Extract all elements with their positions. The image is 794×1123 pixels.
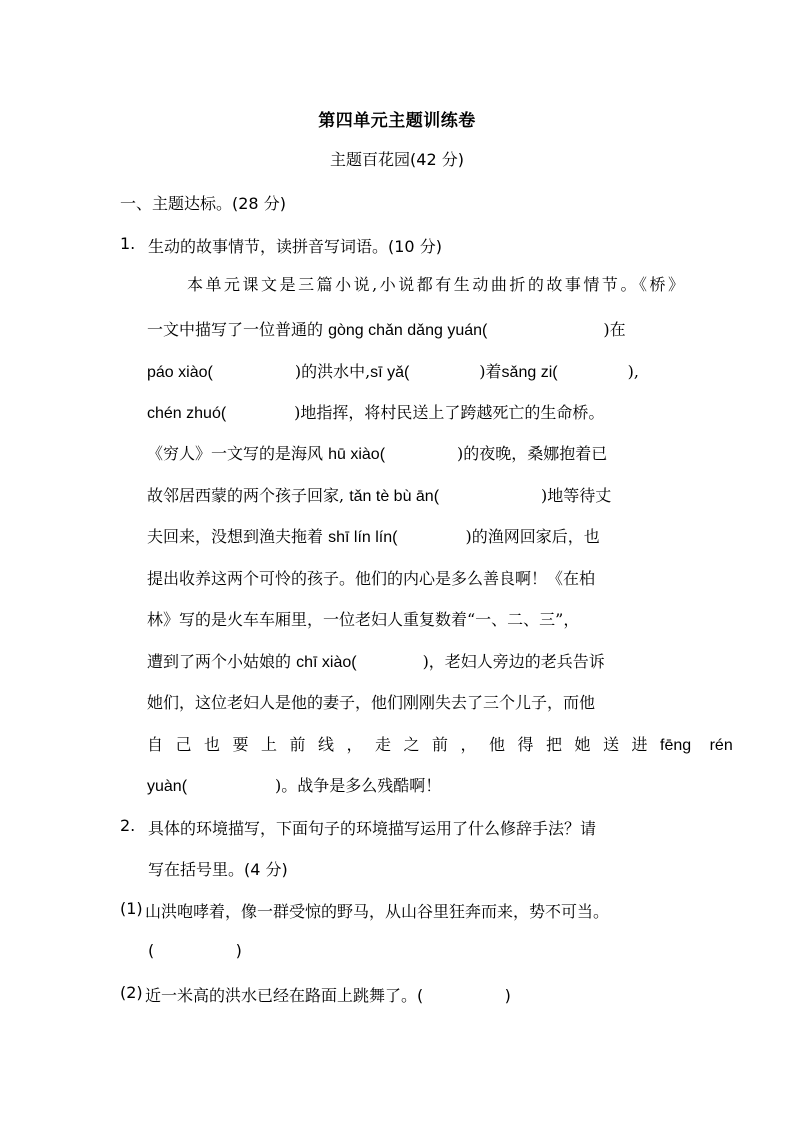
q1-line-7: 夫回来，没想到渔夫拖着 shī lín lín( )的渔网回家后，也: [147, 527, 600, 546]
q1-line-2: 一文中描写了一位普通的 gòng chǎn dǎng yuán( )在: [147, 320, 626, 339]
q1-line-3: páo xiào( )的洪水中,sī yǎ( )着sǎng zi( ),: [147, 362, 639, 381]
q1-line-6: 故邻居西蒙的两个孩子回家, tǎn tè bù ān( )地等待丈: [147, 486, 612, 505]
q1-line-12: 自己也要上前线，走之前，他得把她送进fēng rén: [147, 735, 733, 754]
page-subtitle: 主题百花园(42 分): [330, 150, 464, 169]
q1-line-8: 提出收养这两个可怜的孩子。他们的内心是多么善良啊！《在柏: [147, 569, 596, 588]
q1-line-10: 遭到了两个小姑娘的 chī xiào( )，老妇人旁边的老兵告诉: [147, 652, 605, 671]
q1-line-4: chén zhuó( )地指挥，将村民送上了跨越死亡的生命桥。: [147, 403, 605, 422]
q1-line-1: 本单元课文是三篇小说,小说都有生动曲折的故事情节。《桥》: [187, 275, 684, 294]
question-2-prompt-line-2: 写在括号里。(4 分): [148, 860, 288, 879]
question-1-number: 1.: [120, 234, 136, 253]
question-1-prompt: 生动的故事情节，读拼音写词语。(10 分): [148, 237, 442, 256]
q1-line-9: 林》写的是火车车厢里，一位老妇人重复数着“一、二、三”，: [147, 610, 580, 629]
section-heading: 一、主题达标。(28 分): [120, 194, 286, 213]
q1-line-11: 她们，这位老妇人是他的妻子，他们刚刚失去了三个儿子，而他: [147, 693, 596, 712]
question-2-item-2-number: (2): [120, 983, 143, 1002]
question-2-item-1-answer: ( ): [148, 941, 242, 960]
question-2-number: 2.: [120, 816, 136, 835]
question-2-item-1-number: (1): [120, 899, 143, 918]
question-2-prompt-line-1: 具体的环境描写，下面句子的环境描写运用了什么修辞手法？请: [148, 819, 597, 838]
q1-line-5: 《穷人》一文写的是海风 hū xiào( )的夜晚，桑娜抱着已: [147, 444, 608, 463]
question-2-item-2-text: 近一米高的洪水已经在路面上跳舞了。( ): [145, 986, 511, 1005]
pinyin: gòng chǎn dǎng yuán: [328, 322, 483, 339]
page-title: 第四单元主题训练卷: [318, 111, 476, 131]
q1-line-13: yuàn( )。战争是多么残酷啊！: [147, 776, 442, 795]
question-2-item-1-text: 山洪咆哮着，像一群受惊的野马，从山谷里狂奔而来，势不可当。: [145, 902, 610, 921]
